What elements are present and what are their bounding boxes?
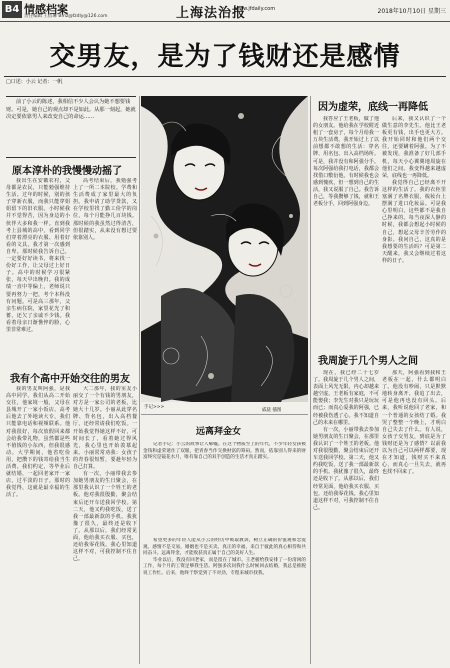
section-name: 情感档案 — [24, 3, 68, 16]
editor-note-label: 手记>>> — [144, 405, 165, 410]
article-headline: 交男友，是为了钱财还是感情 — [49, 42, 401, 72]
section-title-2: 我有个高中开始交往的男友 — [10, 374, 130, 385]
newspaper-masthead: 上海法治报 — [176, 6, 247, 21]
section-title-3: 因为虚荣，底线一再降低 — [318, 102, 428, 113]
paragraph: 大二那年，我的室友小丽交了一个有钱的男朋友，对方是一家公司的老板，比她大十几岁。小丽从此穿名牌、背名包，出入高档餐厅，还经常请我们吃饭。一开始我觉得她这样不好，可时间长了，看着她过得风光，我心里也开始羡慕起来。小丽常常劝我：女孩子的青春很短暂，要趁年轻为自己打算。 — [73, 386, 137, 471]
body-column-1a — [6, 178, 70, 366]
paragraph: 我的男友叫阿强，是我高中同学。我们从高二开始交往，他家境一般，父母在县城开了一家小饭店。高考后他去了外地读大专，我们只能靠电话和视频联系。他对我很好，每次放假回来都会给我带礼物，虽然都是些不值钱的小东西，但我很感动。大学期间，他省吃俭用，把攒下的钱寄给我当生活费。我们约定，等毕业后就结婚，一起回老家开一家店，过平淡的日子。那时的我觉得，这就是最幸福的生活了。 — [6, 386, 70, 499]
headline-rule — [4, 76, 446, 77]
paragraph: 有一次，小丽带我去参加她男朋友的生日聚会，在那里我认识了一个姓王的老板。他对我很殷勤，聚会结束后还开车送我回学校。第二天，他又约我吃饭，送了我一部最新款的手机。我犹豫了很久，最终还是收下了。从那以后，我们经常见面，他给我买衣服、买包，还给我零花钱。我心里知道这样不对，可我控制不住自己。 — [73, 471, 137, 563]
page-header — [0, 0, 450, 22]
paragraph: 我答应了王老板，做了他的女朋友。他给我在学校附近租了一套房子，每个月给我一万块生活费。我开始过上了以前想都不敢想的生活：穿名牌、用名包、出入高档场所。可是，我并没有和阿强分手。每次阿强给我打电话，我都会找借口敷衍他。有时候我也会感到愧疚，但一想到自己的生活，我又说服了自己。我告诉自己，等我攒够了钱，就和王老板分手，回到阿强身边。 — [313, 116, 379, 208]
byline: □口述：小云 记者：一帆 — [6, 79, 63, 85]
page-number-logo: B4 — [2, 1, 22, 18]
paragraph: 有一次，小丽带我去参加她男朋友的生日聚会，在那里我认识了一个姓王的老板。他对我很殷勤，聚会结束后还开车送我回学校。第二天，他又约我吃饭，送了我一部最新款的手机。我犹豫了很久，最终还是收下了。从那以后，我们经常见面，他给我买衣服、买包，还给我零花钱。我心里知道这样不对，可我控制不住自己。 — [313, 426, 379, 511]
paragraph: 现在，我已经二十七岁了。我周旋于几个男人之间，表面上风光无限，内心却越来越空虚。王老板有家庭，不可能娶我；李先生对我只是玩玩而已；而真心爱我的阿强，已经被我伤透了心。我不知道自己的未来在哪里。 — [313, 370, 379, 426]
editor-info: 责任编辑 王蓓琳 Bmz@fzdly@126.com — [24, 14, 108, 19]
body-column-1b — [73, 178, 137, 366]
body-column-2b — [73, 386, 137, 664]
body-column-3b — [382, 116, 446, 346]
issue-date: 2018年10月10日 星期三 — [377, 8, 446, 15]
section-title-1: 原本淳朴的我慢慢动摇了 — [12, 166, 122, 177]
paragraph: 那天，阿强看到我和王老板在一起，什么都明白了。他没有吵闹，只是默默地转身离开。我追了出去，可是他再也没有回头。后来，我听说他回了老家，和一个普通的女孩结了婚。我哭了整整一个晚上，才明白自己失去了什么。有人说，女孩子交男友，到底是为了钱财还是为了感情？以前我以为自己可以两样都要，现在才知道，钱财买不来真心，而真心一旦失去，就再也找不回来了。 — [382, 370, 446, 476]
body-column-2a — [6, 386, 70, 664]
website: www.jfdaily.com — [235, 6, 276, 12]
sidebar-column-a — [143, 442, 306, 538]
paragraph: 后来，我又认识了一个做生意的李先生。他比王老板更有钱，出手也更大方。我开始同时和他们两个交往，还要瞒着阿强。为了不被发现，我准备了好几部手机，每天小心翼翼地周旋在他们之间。我变得越来越虚荣，底线也一再降低。 — [382, 116, 446, 179]
body-column-4b — [382, 370, 446, 664]
illustration-credit: 戚骁 插图 — [262, 408, 282, 413]
illustration-drawing — [141, 96, 308, 402]
sidebar-column-b — [143, 538, 306, 664]
illustration — [141, 96, 308, 402]
paragraph: 记者手记：小云的故事让人唏嘘。在这个物质至上的年代，不少年轻女孩被金钱和虚荣迷住了双眼，把青春当作交换财富的筹码。然而，依靠别人得来的财富终究是镜花水月，唯有靠自己的双手创造的生活才真正踏实。 — [143, 442, 306, 461]
paragraph: 我出生在安徽农村，父母都是农民，只能勉强维持生活。过年的时候，别的孩子穿新衣服，而我只能穿姐姐留下的旧衣服。小时候我并不觉得苦，因为身边的小伙伴大多和我一样。直到我考上县城的高中，看到同学们穿着漂亮的衣服、用着好看的文具，我才第一次感到自卑。那时候我告诉自己，一定要好好读书，将来找一份好工作，让父母过上好日子。高中的时候学习很紧张，每天早出晚归。我的成绩一直中等偏上，老师说只要再努力一把，考个本科没有问题。可是高三那年，父亲生病住院，家里花光了积蓄，还欠了亲戚不少钱。我看着母亲日渐憔悴的脸，心里非常难过。 — [6, 178, 70, 333]
column-divider — [310, 96, 311, 664]
column-divider — [139, 96, 140, 664]
paragraph: 高考结束后，我勉强考上了一所二本院校。学费和生活费成了家里最大的负担。我申请了助学贷款，又在学校里找了勤工俭学的岗位，每个月能挣几百块钱。那时候的我虽然过得清苦，但很踏实，从来没有想过要依靠别人。 — [73, 178, 137, 241]
section-title-4: 我周旋于几个男人之间 — [318, 356, 418, 367]
paragraph: 毕业以后，我没有回老家，而是留在了城市。王老板给我安排了一份清闲的工作，每个月的工资足够我生活。阿强多次问我什么时候回去结婚，我总是推脱说工作忙。后来，他终于察觉到了不对劲，专程来城市找我。 — [143, 557, 306, 576]
lead-paragraph: 前了小云的陈述，我相信不少人会认为她不想要钱财。可是，她自己的观点却不是如此。从那一刻起，她就决定要依靠男人来改变自己的命运…… — [6, 96, 136, 158]
paragraph: 希望更多的年轻人能从小云的经历中吸取教训，树立正确的价值观和恋爱观。感情不是交易，婚姻也不是买卖。真正的幸福，来自于彼此的真心相待和共同奋斗。远离拜金，才能收获真正属于自己的美好人生。 — [143, 538, 306, 557]
body-column-3a — [313, 116, 379, 346]
paragraph: 我觉得自己已经离不开这样的生活了。我的衣柜里塞满了名牌衣服，梳妆台上摆满了进口化妆品。可是我心里明白，这些都不是我自己挣来的。每当夜深人静的时候，我都会想起小时候的自己，想起父母辛苦劳作的身影。我问自己，这真的是我想要的生活吗？可是第二天醒来，我又会继续过着这样的日子。 — [382, 179, 446, 264]
sidebar-rule — [141, 414, 308, 415]
sidebar-title: 远离拜金女 — [196, 427, 242, 437]
body-column-4a — [313, 370, 379, 664]
